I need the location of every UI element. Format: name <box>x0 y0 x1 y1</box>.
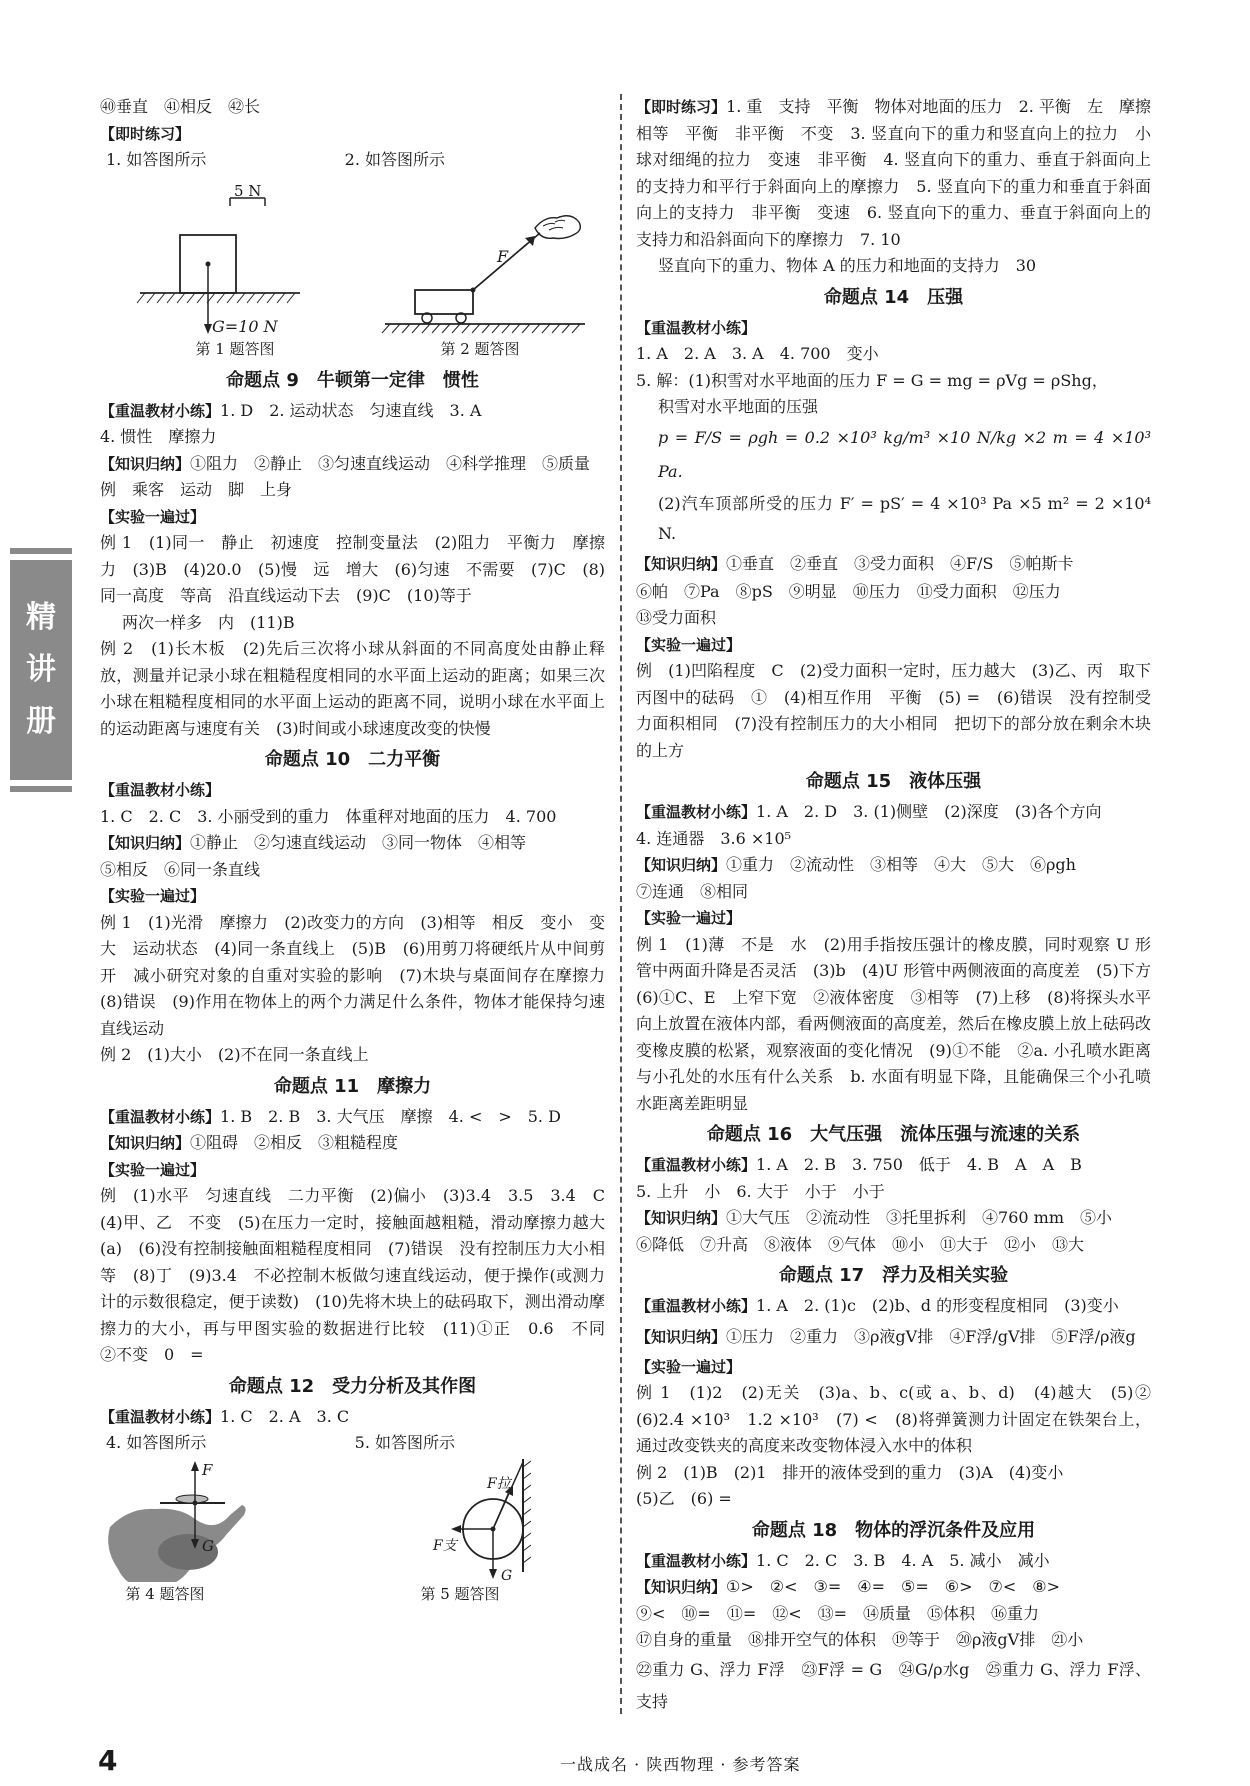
tag-label: 【知识归纳】 <box>636 856 727 874</box>
answer-text: 1. D 2. 运动状态 匀速直线 3. A <box>220 400 482 420</box>
section-heading-17: 命题点 17 浮力及相关实验 <box>778 1265 1009 1286</box>
tag-label: 【知识归纳】 <box>636 554 727 573</box>
answer-text: 1. B 2. B 3. 大气压 摩擦 4. < > 5. D <box>220 1106 561 1126</box>
figure-label: 1. 如答图所示 <box>106 150 207 169</box>
weight-label: G <box>202 1536 214 1555</box>
answer-line: ㉒重力 G、浮力 F浮 ㉓F浮 = G ㉔G/ρ水g ㉕重力 G、浮力 F浮、支持 <box>636 1659 1151 1711</box>
answer-line <box>636 1205 1151 1232</box>
section-heading-14: 命题点 14 压强 <box>823 286 964 308</box>
tag-label: 【重温教材小练】 <box>636 1551 757 1570</box>
answer-text: 1. C 2. C 3. B 4. A 5. 减小 减小 <box>756 1550 1050 1570</box>
scale-label: 5 N <box>234 181 262 200</box>
answer-line: 5. 解：(1)积雪对水平地面的压力 F = G = mg = ρVg = ρShg， <box>636 370 1108 390</box>
tag-label: 【重温教材小练】 <box>636 318 757 337</box>
answer-text: ①阻力 ②静止 ③匀速直线运动 ④科学推理 ⑤质量 <box>190 453 591 473</box>
answer-paragraph: 例 1 (1)2 (2)无关 (3)a、b、c(或 a、b、d) (4)越大 (5)② (6)2.4 ×10³ 1.2 ×10³ (7) < (8)将弹簧测力计固定在铁架台上，通过改变铁夹的高度来改变物体浸入水中的体积 <box>636 1383 1168 1455</box>
tag-label: 【重温教材小练】 <box>636 803 757 821</box>
answer-paragraph: 例 1 (1)薄 不是 水 (2)用手指按压强计的橡皮膜，同时观察 U 形管中两面升降是否灵活 (3)b (4)U 形管中两侧液面的高度差 (5)下方 (6)①C、E 上窄下宽 ②液体密度 ③相等 (7)上移 (8)将探头水平向上放置在液体内部，看两侧液面的高度差，然后在橡皮膜上放上砝码改变橡皮膜的松紧，观察液面的变化情况 (9)①不能 ②a. 小孔喷水距离与小孔处的水压有什么关系 b. 水面有明显下降，且能确保三个小孔喷水距离差距明显 <box>636 934 1168 1113</box>
answer-text: 1. A 2. D 3. (1)侧壁 (2)深度 (3)各个方向 <box>756 802 1102 821</box>
answer-text: 1. A 2. (1)c (2)b、d 的形变程度相同 (3)变小 <box>756 1296 1119 1315</box>
section-tag <box>636 315 1151 342</box>
answer-text: ①压力 ②重力 ③ρ液gV排 ④F浮/gV排 ⑤F浮/ρ液g <box>726 1326 1136 1346</box>
figure-2-caption: 第 2 题答图 <box>440 339 520 358</box>
answer-line <box>636 1574 1151 1601</box>
weight-label: G=10 N <box>212 316 278 336</box>
answer-line <box>636 1293 1151 1320</box>
answer-line <box>636 852 1151 879</box>
tag-label: 【重温教材小练】 <box>100 781 221 799</box>
section-heading-9: 命题点 9 牛顿第一定律 惯性 <box>226 369 479 391</box>
formula-line: p = F/S = ρgh = 0.2 ×10³ kg/m³ ×10 N/kg ×2 m = 4 ×10³ Pa. <box>658 427 1151 481</box>
answer-paragraph <box>636 94 1167 253</box>
answer-text: ①垂直 ②垂直 ③受力面积 ④F/S ⑤帕斯卡 <box>726 553 1074 573</box>
support-label: F支 <box>433 1537 457 1554</box>
tag-label: 【实验一遍过】 <box>636 909 742 927</box>
answer-line: ⑥帕 ⑦Pa ⑧pS ⑨明显 ⑩压力 ⑪受力面积 ⑫压力 <box>636 581 1061 601</box>
figure-1 <box>100 178 330 363</box>
column-divider <box>620 94 622 1714</box>
section-heading-16: 命题点 16 大气压强 流体压强与流速的关系 <box>706 1124 1081 1145</box>
answer-line <box>636 1320 1151 1354</box>
figure-label-row <box>100 1430 605 1457</box>
tag-label: 【即时练习】 <box>100 124 191 143</box>
answer-line <box>636 1152 1151 1179</box>
answer-line: 竖直向下的重力、物体 A 的压力和地面的支持力 30 <box>658 256 1037 275</box>
figure-4 <box>100 1457 300 1607</box>
section-tag <box>100 1157 605 1184</box>
figure-1-caption: 第 1 题答图 <box>195 339 275 358</box>
left-column <box>100 94 622 1607</box>
tag-label: 【实验一遍过】 <box>100 1160 206 1179</box>
answer-line <box>100 398 605 425</box>
figure-5-caption: 第 5 题答图 <box>420 1584 500 1603</box>
answer-line: ⑬受力面积 <box>636 608 717 627</box>
side-tab-char-2: 讲 <box>26 652 56 687</box>
side-tab-stripe-top <box>10 548 72 554</box>
section-tag <box>100 504 605 531</box>
side-tab-stripe-bottom <box>10 786 72 792</box>
tag-label: 【实验一遍过】 <box>100 507 206 526</box>
answer-text: ①大气压 ②流动性 ③托里拆利 ④760 mm ⑤小 <box>726 1208 1112 1227</box>
tag-label: 【知识归纳】 <box>636 1578 727 1596</box>
answer-line: 积雪对水平地面的压强 <box>658 397 819 416</box>
page-number: 4 <box>98 1744 118 1777</box>
answer-line <box>100 1104 605 1131</box>
tag-label: 【重温教材小练】 <box>636 1297 757 1315</box>
section-heading-18: 命题点 18 物体的浮沉条件及应用 <box>751 1519 1036 1541</box>
answer-line: ⑤相反 ⑥同一条直线 <box>100 859 261 879</box>
tag-label: 【知识归纳】 <box>100 834 191 852</box>
answer-text: ①静止 ②匀速直线运动 ③同一物体 ④相等 <box>190 833 527 852</box>
tag-label: 【即时练习】 <box>636 98 727 116</box>
answer-paragraph: 例 2 (1)长木板 (2)先后三次将小球从斜面的不同高度处由静止释放，测量并记录小球在粗糙程度相同的水平面上运动的距离；如果三次小球在粗糙程度相同的水平面上运动的距离不同，说明小球在水平面上的运动距离与速度有关 (3)时间或小球速度改变的快慢 <box>100 639 605 738</box>
section-tag <box>100 121 605 148</box>
answer-line <box>100 1130 605 1157</box>
answer-line: 5. 上升 小 6. 大于 小于 小于 <box>636 1181 885 1201</box>
section-heading-10: 命题点 10 二力平衡 <box>264 749 441 770</box>
answer-line: ⑦连通 ⑧相同 <box>636 881 749 901</box>
tag-label: 【重温教材小练】 <box>100 1407 221 1426</box>
side-tab-char-3: 册 <box>26 704 56 739</box>
section-tag <box>636 1354 1151 1381</box>
answer-text: 1. 重 支持 平衡 物体对地面的压力 2. 平衡 左 摩擦 相等 平衡 非平衡 不变 3. 竖直向下的重力和竖直向上的拉力 小球对细绳的拉力 变速 非平衡 4. 竖直向下的重力、垂直于斜面向上的支持力和平行于斜面向上的摩擦力 5. 竖直向下的重力和垂直于斜面向上的支持力 非平衡 变速 6. 竖直向下的重力、垂直于斜面向上的支持力和沿斜面向下的摩擦力 7. 10 <box>636 97 1167 249</box>
tag-label: 【实验一遍过】 <box>100 887 206 905</box>
answer-line <box>100 451 605 478</box>
section-heading-11: 命题点 11 摩擦力 <box>273 1075 432 1097</box>
figure-label: 2. 如答图所示 <box>344 150 445 169</box>
answer-line <box>100 830 605 857</box>
answer-line: 1. C 2. C 3. 小丽受到的重力 体重秤对地面的压力 4. 700 <box>100 806 557 826</box>
section-tag <box>636 632 1151 659</box>
answer-line: 4. 连通器 3.6 ×10⁵ <box>636 828 792 848</box>
tag-label: 【实验一遍过】 <box>636 1357 742 1376</box>
figure-5-diagram <box>355 1457 605 1582</box>
tension-label: F拉 <box>487 1475 511 1492</box>
answer-line: (5)乙 (6) = <box>636 1489 732 1508</box>
answer-line <box>636 1548 1151 1575</box>
answer-paragraph: 例 1 (1)同一 静止 初速度 控制变量法 (2)阻力 平衡力 摩擦力 (3)B (4)20.0 (5)慢 远 增大 (6)匀速 不需要 (7)C (8)同一高度 等高 沿直线运动下去 (9)C (10)等于 <box>100 533 605 605</box>
figure-label-row <box>100 147 605 174</box>
answer-line: ⑨< ⑩= ⑪= ⑫< ⑬= ⑭质量 ⑮体积 ⑯重力 <box>636 1603 1040 1623</box>
answer-line: 例 2 (1)大小 (2)不在同一条直线上 <box>100 1045 369 1064</box>
answer-line <box>100 1404 605 1431</box>
tag-label: 【知识归纳】 <box>636 1209 727 1227</box>
answer-line: 4. 惯性 摩擦力 <box>100 427 217 446</box>
figure-label: 5. 如答图所示 <box>354 1433 455 1452</box>
side-section-tab <box>10 560 72 780</box>
answer-line: 例 2 (1)B (2)1 排开的液体受到的重力 (3)A (4)变小 <box>636 1462 1064 1482</box>
section-heading-12: 命题点 12 受力分析及其作图 <box>228 1375 477 1397</box>
figure-5 <box>355 1457 605 1607</box>
answer-line: ⑥降低 ⑦升高 ⑧液体 ⑨气体 ⑩小 ⑪大于 ⑫小 ⑬大 <box>636 1234 1085 1254</box>
answer-line: 例 乘客 运动 脚 上身 <box>100 480 293 499</box>
figure-4-caption: 第 4 题答图 <box>125 1584 205 1603</box>
page-footer <box>0 1744 1250 1778</box>
answer-paragraph: 例 (1)水平 匀速直线 二力平衡 (2)偏小 (3)3.4 3.5 3.4 C (4)甲、乙 不变 (5)在压力一定时，接触面越粗糙，滑动摩擦力越大 (a) (6)没有控制接触面粗糙程度相同 (7)错误 没有控制压力大小相等 (8)丁 (9)3.4 不必控制木板做匀速直线运动，便于操作(或测力计的示数很稳定，便于读数) (10)先将木块上的砝码取下，测出滑动摩擦力的大小，再与甲图实验的数据进行比较 (11)①正 0.6 不同 ②不变 0 = <box>100 1186 622 1364</box>
figure-4-diagram <box>100 1457 300 1582</box>
answer-paragraph: 例 (1)凹陷程度 C (2)受力面积一定时，压力越大 (3)乙、丙 取下丙图中的砝码 ① (4)相互作用 平衡 (5) = (6)错误 没有控制受力面积相同 (7)没有控制压力的大小相同 把切下的部分放在剩余木块的上方 <box>636 661 1151 760</box>
answer-text: ①> ②< ③= ④= ⑤= ⑥> ⑦< ⑧> <box>726 1577 1061 1596</box>
answer-text: 1. A 2. B 3. 750 低于 4. B A A B <box>756 1155 1082 1174</box>
tag-label: 【知识归纳】 <box>636 1327 727 1346</box>
answer-line: ⑰自身的重量 ⑱排开空气的体积 ⑲等于 ⑳ρ液gV排 ㉑小 <box>636 1630 1084 1649</box>
figure-2 <box>365 178 605 363</box>
figure-row-1-2 <box>100 178 605 363</box>
tag-label: 【重温教材小练】 <box>100 1107 221 1126</box>
answer-line: 1. A 2. A 3. A 4. 700 变小 <box>636 344 879 363</box>
answer-line: ㊵垂直 ㊶相反 ㊷长 <box>100 97 261 116</box>
figure-label: 4. 如答图所示 <box>106 1433 207 1452</box>
answer-text: ①重力 ②流动性 ③相等 ④大 ⑤大 ⑥ρgh <box>726 855 1076 874</box>
section-tag <box>100 777 605 804</box>
answer-line <box>636 549 1151 579</box>
answer-text: 1. C 2. A 3. C <box>220 1406 350 1426</box>
tag-label: 【知识归纳】 <box>100 454 191 473</box>
tag-label: 【重温教材小练】 <box>100 401 221 420</box>
answer-line <box>636 799 1151 826</box>
answer-line: 两次一样多 内 (11)B <box>122 612 295 632</box>
section-tag <box>636 905 1151 932</box>
figure-2-diagram <box>365 178 605 338</box>
tag-label: 【实验一遍过】 <box>636 635 742 654</box>
side-tab-char-1: 精 <box>26 600 56 635</box>
answer-text: ①阻碍 ②相反 ③粗糙程度 <box>190 1133 399 1152</box>
section-heading-15: 命题点 15 液体压强 <box>805 771 982 792</box>
footer-text: 一战成名 · 陕西物理 · 参考答案 <box>560 1755 801 1774</box>
right-column <box>636 94 1168 1718</box>
answer-line: (2)汽车顶部所受的压力 F′ = pS′ = 4 ×10³ Pa ×5 m² = 2 ×10⁴ N. <box>658 493 1151 543</box>
tag-label: 【知识归纳】 <box>100 1134 191 1152</box>
force-label: F <box>202 1460 213 1479</box>
force-label: F <box>497 246 509 266</box>
section-tag <box>100 883 605 910</box>
weight-label: G <box>501 1567 513 1584</box>
tag-label: 【重温教材小练】 <box>636 1156 757 1174</box>
answer-paragraph: 例 1 (1)光滑 摩擦力 (2)改变力的方向 (3)相等 相反 变小 变大 运动状态 (4)同一条直线上 (5)B (6)用剪刀将硬纸片从中间剪开 减小研究对象的自重对实验的影响 (7)木块与桌面间存在摩擦力 (8)错误 (9)作用在物体上的两个力满足什么条件，物体才能保持匀速直线运动 <box>100 912 622 1038</box>
figure-row-4-5 <box>100 1457 605 1607</box>
